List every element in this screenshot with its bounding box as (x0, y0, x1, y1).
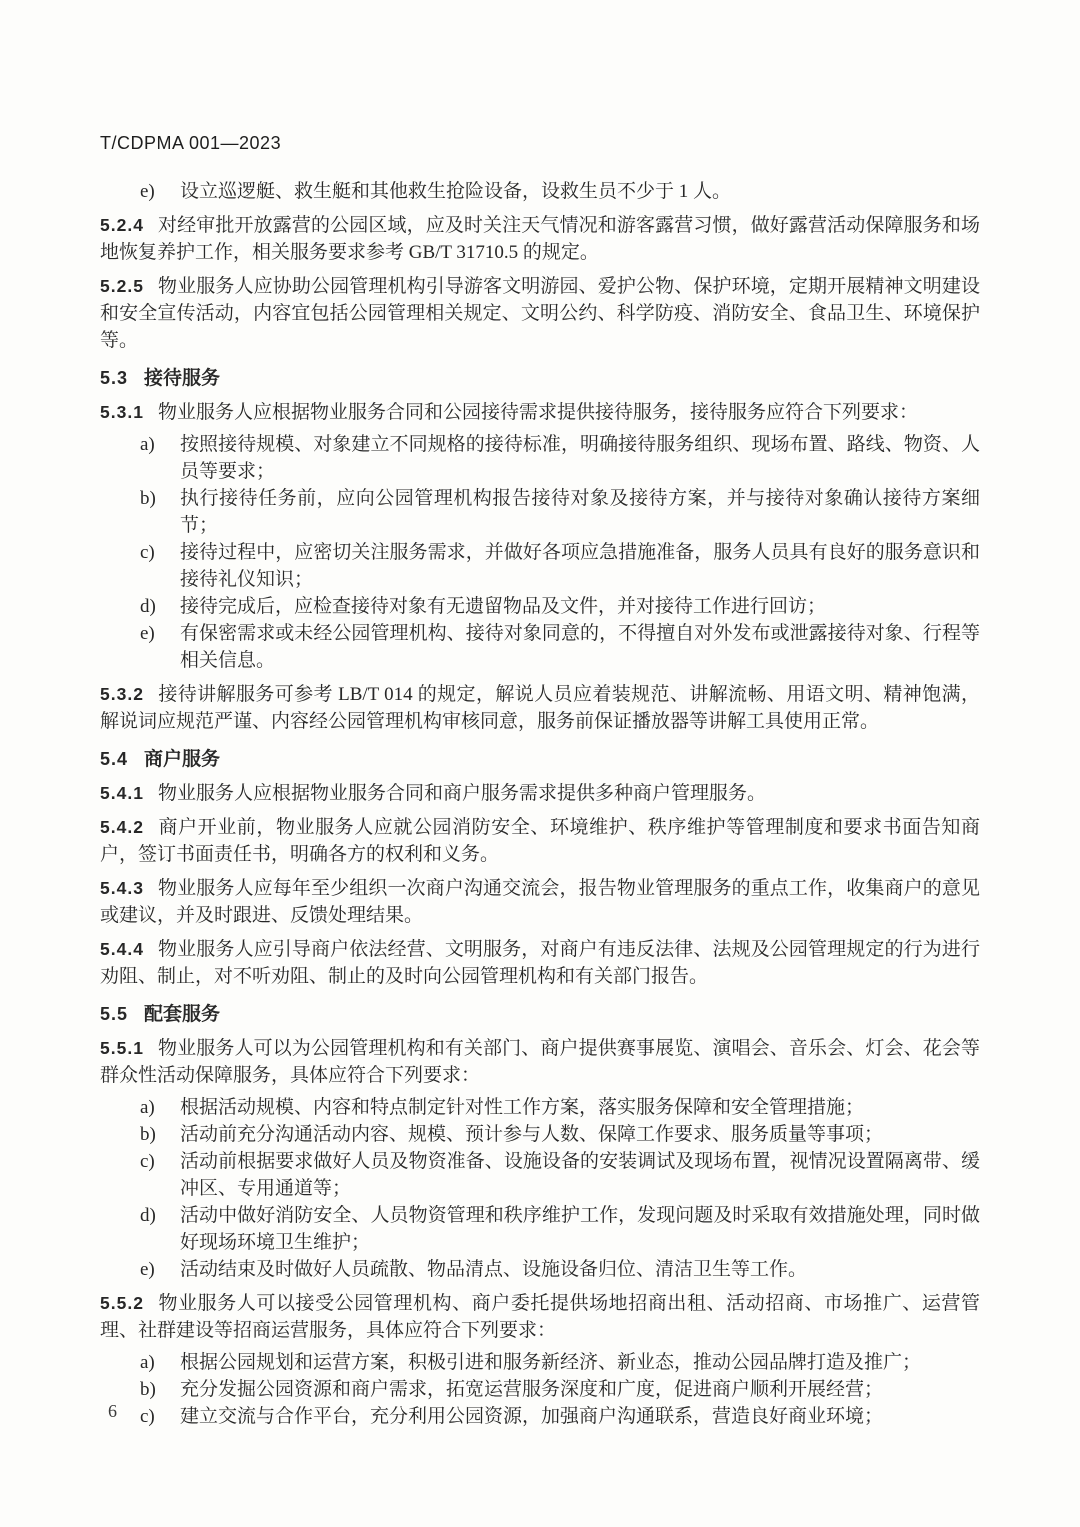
list-item-label: c) (140, 1151, 155, 1172)
section-title: 商户服务 (144, 749, 221, 770)
clause-number: 5.3.2 (100, 684, 144, 704)
list-item-label: a) (140, 1352, 155, 1373)
clause-text: 物业服务人应根据物业服务合同和公园接待需求提供接待服务，接待服务应符合下列要求： (157, 402, 918, 423)
clause-5-5-2 (100, 1290, 980, 1344)
list-item-text: 按照接待规模、对象建立不同规格的接待标准，明确接待服务组织、现场布置、路线、物资、人员等要求； (180, 434, 980, 482)
clause-text: 物业服务人应引导商户依法经营、文明服务，对商户有违反法律、法规及公园管理规定的行为进行劝阻、制止，对不听劝阻、制止的及时向公园管理机构和有关部门报告。 (100, 939, 980, 987)
section-number: 5.5 (100, 1004, 129, 1024)
list-item-text: 活动中做好消防安全、人员物资管理和秩序维护工作，发现问题及时采取有效措施处理，同时做好现场环境卫生维护； (180, 1205, 980, 1253)
list-item-label: a) (140, 1097, 155, 1118)
list-item-text: 活动前充分沟通活动内容、规模、预计参与人数、保障工作要求、服务质量等事项； (180, 1124, 884, 1145)
section-number: 5.3 (100, 368, 129, 388)
clause-number: 5.4.2 (100, 817, 144, 837)
list-item-text: 活动前根据要求做好人员及物资准备、设施设备的安装调试及现场布置，视情况设置隔离带、缓冲区、专用通道等； (180, 1151, 980, 1199)
list-item-text: 充分发掘公园资源和商户需求，拓宽运营服务深度和广度，促进商户顺利开展经营； (180, 1379, 884, 1400)
list-item-text: 根据公园规划和运营方案，积极引进和服务新经济、新业态，推动公园品牌打造及推广； (180, 1352, 922, 1373)
list-item (100, 593, 980, 620)
clause-text: 物业服务人应根据物业服务合同和商户服务需求提供多种商户管理服务。 (157, 783, 766, 804)
clause-number: 5.5.2 (100, 1293, 144, 1313)
clause-text: 物业服务人应每年至少组织一次商户沟通交流会，报告物业管理服务的重点工作，收集商户的意见或建议，并及时跟进、反馈处理结果。 (100, 878, 980, 926)
clause-5-4-2 (100, 814, 980, 868)
list-item-text: 根据活动规模、内容和特点制定针对性工作方案，落实服务保障和安全管理措施； (180, 1097, 865, 1118)
clause-text: 物业服务人应协助公园管理机构引导游客文明游园、爱护公物、保护环境，定期开展精神文明建设和安全宣传活动，内容宜包括公园管理相关规定、文明公约、科学防疫、消防安全、食品卫生、环境保护等。 (100, 276, 980, 351)
clause-text: 对经审批开放露营的公园区域，应及时关注天气情况和游客露营习惯，做好露营活动保障服务和场地恢复养护工作，相关服务要求参考 GB/T 31710.5 的规定。 (100, 215, 980, 263)
section-number: 5.4 (100, 749, 129, 769)
list-item-label: c) (140, 542, 155, 563)
list-item (100, 1094, 980, 1121)
page-number: 6 (108, 1401, 117, 1421)
clause-text: 接待讲解服务可参考 LB/T 014 的规定，解说人员应着装规范、讲解流畅、用语文明、精神饱满，解说词应规范严谨、内容经公园管理机构审核同意，服务前保证播放器等讲解工具使用正常。 (100, 684, 980, 732)
clause-number: 5.4.3 (100, 878, 144, 898)
list-item-text: 执行接待任务前，应向公园管理机构报告接待对象及接待方案，并与接待对象确认接待方案细节； (180, 488, 980, 536)
clause-number: 5.4.1 (100, 783, 144, 803)
list-item (100, 1202, 980, 1256)
clause-number: 5.4.4 (100, 939, 144, 959)
clause-number: 5.2.5 (100, 276, 144, 296)
clause-number: 5.3.1 (100, 402, 144, 422)
clause-5-4-1 (100, 780, 980, 807)
clause-5-5-1 (100, 1035, 980, 1089)
clause-5-3-1 (100, 399, 980, 426)
list-item-text: 活动结束及时做好人员疏散、物品清点、设施设备归位、清洁卫生等工作。 (180, 1259, 808, 1280)
list-item-label: b) (140, 1124, 156, 1145)
clause-5-3-2 (100, 681, 980, 735)
list-item-text: 有保密需求或未经公园管理机构、接待对象同意的，不得擅自对外发布或泄露接待对象、行程等相关信息。 (180, 623, 980, 671)
list-item (100, 620, 980, 674)
list-item (100, 485, 980, 539)
list-item-label: b) (140, 488, 156, 509)
clause-text: 物业服务人可以接受公园管理机构、商户委托提供场地招商出租、活动招商、市场推广、运营管理、社群建设等招商运营服务，具体应符合下列要求： (100, 1293, 980, 1341)
list-item (100, 431, 980, 485)
section-heading-5-5 (100, 1001, 980, 1028)
standard-code-header: T/CDPMA 001—2023 (100, 133, 282, 153)
list-item-label: a) (140, 434, 155, 455)
list-item (100, 1376, 980, 1403)
list-5-5-1 (100, 1094, 980, 1283)
section-title: 配套服务 (144, 1004, 221, 1025)
clause-number: 5.5.1 (100, 1038, 144, 1058)
list-5-5-2 (100, 1349, 980, 1430)
list-item-text: 建立交流与合作平台，充分利用公园资源，加强商户沟通联系，营造良好商业环境； (180, 1406, 884, 1427)
list-item-label: d) (140, 596, 156, 617)
clause-5-4-3 (100, 875, 980, 929)
clause-5-4-4 (100, 936, 980, 990)
list-item-text: 接待过程中，应密切关注服务需求，并做好各项应急措施准备，服务人员具有良好的服务意识和接待礼仪知识； (180, 542, 980, 590)
clause-5-2-5 (100, 273, 980, 354)
list-item-text: 接待完成后，应检查接待对象有无遗留物品及文件，并对接待工作进行回访； (180, 596, 827, 617)
list-item-label: b) (140, 1379, 156, 1400)
list-item (100, 1121, 980, 1148)
list-5-3-1 (100, 431, 980, 674)
list-item-label: e) (140, 181, 155, 202)
list-item-label: c) (140, 1406, 155, 1427)
list-item-text: 设立巡逻艇、救生艇和其他救生抢险设备，设救生员不少于 1 人。 (180, 181, 732, 202)
section-title: 接待服务 (144, 368, 221, 389)
list-item-label: e) (140, 623, 155, 644)
list-item (100, 1403, 980, 1430)
list-item (100, 1148, 980, 1202)
clause-5-2-4 (100, 212, 980, 266)
list-item-e (100, 178, 980, 205)
list-item (100, 1256, 980, 1283)
clause-number: 5.2.4 (100, 215, 144, 235)
clause-text: 商户开业前，物业服务人应就公园消防安全、环境维护、秩序维护等管理制度和要求书面告知商户，签订书面责任书，明确各方的权利和义务。 (100, 817, 980, 865)
list-item (100, 1349, 980, 1376)
list-item-label: e) (140, 1259, 155, 1280)
section-heading-5-3 (100, 365, 980, 392)
list-item-label: d) (140, 1205, 156, 1226)
section-heading-5-4 (100, 746, 980, 773)
list-item (100, 539, 980, 593)
clause-text: 物业服务人可以为公园管理机构和有关部门、商户提供赛事展览、演唱会、音乐会、灯会、花会等群众性活动保障服务，具体应符合下列要求： (100, 1038, 980, 1086)
list-continued (100, 178, 980, 205)
